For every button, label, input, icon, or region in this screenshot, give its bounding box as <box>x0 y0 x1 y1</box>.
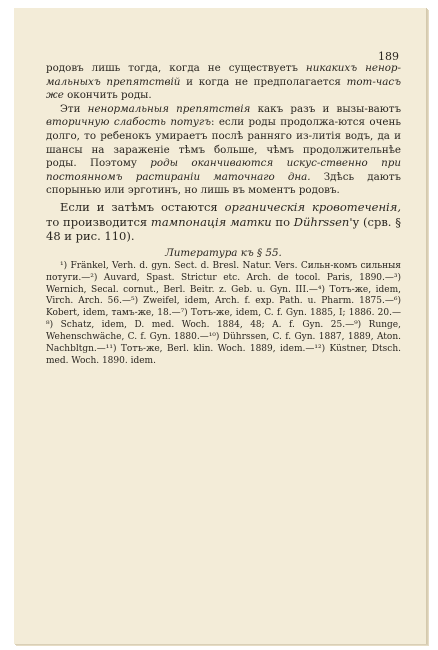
paragraph-3-text-b: то производится <box>46 214 151 229</box>
paragraph-3-text-d: 'у (срв. § 48 и рис. 110). <box>46 214 401 244</box>
paragraph-2-text-b: какъ разъ и вызы-ваютъ <box>250 102 401 115</box>
literature-heading: Литература къ § 55. <box>165 246 282 259</box>
paragraph-2-emphasis-a: ненормальныя препятствія <box>87 102 251 115</box>
paragraph-2-emphasis-c: роды оканчиваются искус-ственно при постоянномъ растираніи маточнаго дна. <box>46 157 401 183</box>
footnotes: ¹) Fränkel, Verh. d. gyn. Sect. d. Bresl. Natur. Vers. Сильн-комъ сильныя потуги.—²) Auvard, Spast. Strictur etc. Arch. de tocol. Paris, 1890.—³) Wernich, Secal. cornut., Berl. Beitr. z. Geb. u. Gyn. III.—⁴) Тотъ-же, idem, Virch. Arch. 56.—⁵) Zweifel, idem, Arch. f. exp. Path. u. Pharm. 1875.—⁶) Kobert, idem, тамъ-же, 18.—⁷) Тотъ-же, idem, C. f. Gyn. 1885, I; 1886. 20.—⁸) Schatz, idem, D. med. Woch. 1884, 48; A. f. Gyn. 25.—⁹) Runge, Wehenschwäche, C. f. Gyn. 1880.—¹⁰) Dührssen, C. f. Gyn. 1887, 1889, Aton. Nachbltgn.—¹¹) Тотъ-же, Berl. klin. Woch. 1889, idem.—¹²) Küstner, Dtsch. med. Woch. 1890. idem. <box>46 260 401 366</box>
paragraph-2-text-c: : если роды продолжа-ются очень долго, то ребенокъ умираетъ послѣ ранняго из-литія водъ, да и шансы на зараженіе тѣмъ больше, чѣмъ продолжительнѣе роды. Поэтому <box>46 116 401 170</box>
paragraph-3 <box>46 200 401 244</box>
paragraph-3-emphasis-a: органическія кровотеченія, <box>224 199 401 214</box>
paragraph-3-emphasis-b: тампонація матки <box>150 214 272 229</box>
paragraph-1-text-a: родовъ лишь тогда, когда не существуетъ <box>46 62 306 74</box>
paragraph-2-emphasis-b: вторичную слабость потугъ <box>46 116 211 129</box>
book-page <box>14 8 427 644</box>
paragraph-1-text-b: и когда не предполагается <box>180 75 347 88</box>
paragraph-3-text-a: Если и затѣмъ остаются <box>60 199 225 214</box>
paragraph-3-text-c: по <box>271 214 294 229</box>
paragraph-2 <box>46 103 401 198</box>
paragraph-1-text-c: окончить роды. <box>63 89 152 102</box>
paragraph-1-emphasis-b: тот-часъ же <box>46 75 401 102</box>
paragraph-3-emphasis-c: Dührssen <box>293 214 350 229</box>
paragraph-1-emphasis-a: никакихъ ненор-мальныхъ препятствій <box>46 62 402 88</box>
paragraph-2-text-d: Здѣсь даютъ спорынью или эрготинъ, но лишь въ моментъ родовъ. <box>46 170 401 197</box>
text-block <box>46 48 401 368</box>
page-number: 189 <box>378 50 399 63</box>
paragraph-1 <box>46 62 401 103</box>
paragraph-2-text-a: Эти <box>60 102 88 115</box>
